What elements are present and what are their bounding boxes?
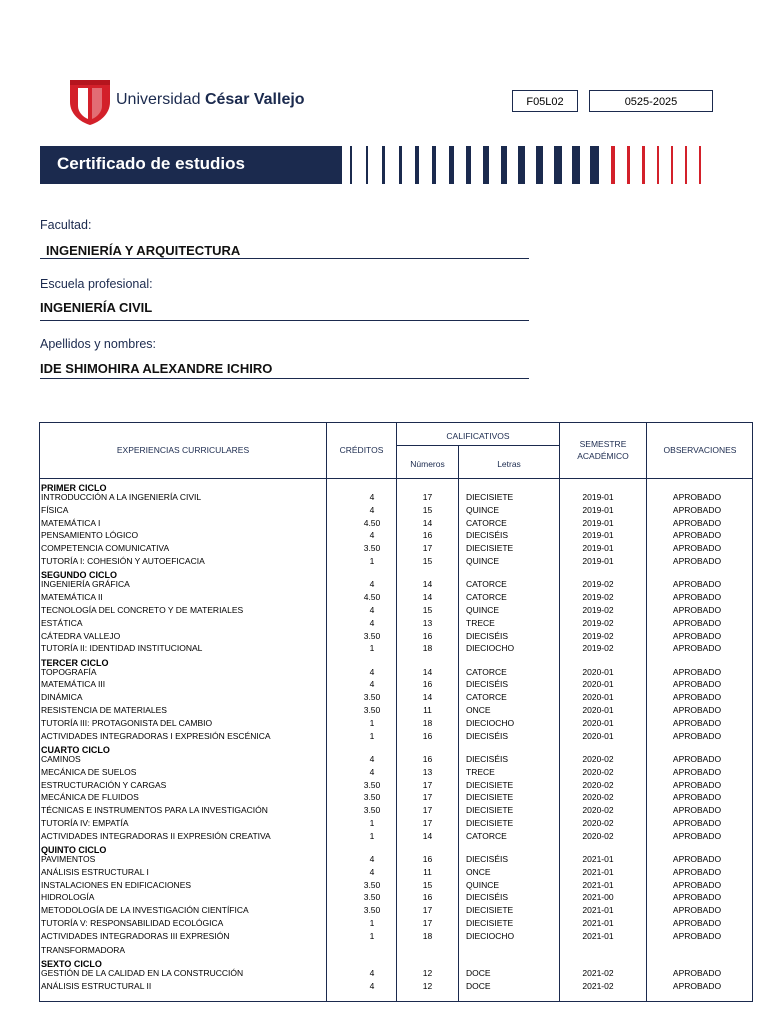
table-cell-semester: 2020-02 [582,753,614,764]
table-cell-obs: APROBADO [672,692,722,703]
stripe [699,146,701,184]
faculty-label: Facultad: [40,218,92,232]
table-cell-grade: 17 [422,492,433,502]
document-code-box: F05L02 [512,90,578,112]
table-cell-letters: DIECIOCHO [466,930,515,941]
observations-header: OBSERVACIONES [663,445,737,455]
table-cell-credits: 4 [369,504,375,515]
table-cell-name: MATEMÁTICA II [41,592,103,603]
table-cell-grade: 16 [422,530,433,541]
table-cell-grade: 17 [422,779,433,790]
table-cell-obs: APROBADO [672,930,722,941]
table-cell-letters: CATORCE [466,666,507,677]
table-cell-name: ESTÁTICA [41,617,83,628]
table-cell-obs: APROBADO [672,918,722,928]
table-cell-name: DINÁMICA [41,692,83,703]
table-cell-semester: 2020-02 [582,766,614,777]
school-label: Escuela profesional: [40,277,153,291]
table-cell-grade: 18 [422,643,433,654]
table-cell-obs: APROBADO [672,492,722,502]
table-cell-credits: 1 [369,930,375,941]
table-cell-letters: DIECISÉIS [466,892,509,903]
table-cell-letters: DIECISIETE [466,779,514,790]
table-cell-semester: 2021-01 [582,930,614,941]
table-cell-grade: 14 [422,830,433,841]
stripe [611,146,615,184]
table-cell-letters: DIECISÉIS [466,854,509,864]
table-cell-semester: 2019-02 [582,579,614,590]
stripe [432,146,436,184]
university-logo-icon [68,78,112,126]
table-cell-semester: 2020-02 [582,779,614,790]
table-cell-obs: APROBADO [672,643,722,654]
table-cell-semester: 2021-02 [582,968,614,979]
table-cell-name: ACTIVIDADES INTEGRADORAS II EXPRESIÓN CREATIVA [41,830,271,841]
table-cell-obs: APROBADO [672,766,722,777]
table-cell-credits: 3.50 [363,792,381,803]
table-cell-semester: 2020-01 [582,717,614,728]
table-cell-credits: 3.50 [363,705,381,715]
table-cell-name: INTRODUCCIÓN A LA INGENIERÍA CIVIL [41,492,202,502]
cycle-heading: CUARTO CICLO [41,744,110,755]
table-cell-credits: 1 [369,918,375,928]
table-cell-semester: 2020-02 [582,805,614,816]
table-cell-grade: 14 [422,592,433,603]
stripe [350,146,352,184]
table-cell-credits: 4 [369,617,375,628]
table-cell-grade: 16 [422,753,433,764]
table-cell-credits: 4 [369,666,375,677]
stripe [627,146,630,184]
table-cell-grade: 16 [422,679,433,690]
table-cell-semester: 2020-01 [582,730,614,741]
table-cell-name: INGENIERÍA GRÁFICA [41,579,130,590]
table-cell-name: GESTIÓN DE LA CALIDAD EN LA CONSTRUCCIÓN [41,968,244,979]
table-cell-name: INSTALACIONES EN EDIFICACIONES [41,879,192,890]
table-cell-obs: APROBADO [672,753,722,764]
stripe [501,146,507,184]
table-cell-credits: 4 [369,766,375,777]
table-cell-obs: APROBADO [672,779,722,790]
school-value: INGENIERÍA CIVIL [40,300,153,315]
stripe [382,146,385,184]
table-cell-obs: APROBADO [672,817,722,828]
cycle-heading: TERCER CICLO [41,657,109,668]
table-cell-grade: 13 [422,766,433,777]
stripe [466,146,471,184]
table-cell-semester: 2020-01 [582,666,614,677]
table-cell-obs: APROBADO [672,892,722,903]
table-cell-grade: 15 [422,879,433,890]
table-cell-grade: 12 [422,968,433,979]
table-cell-grade: 15 [422,556,433,566]
table-cell-grade: 14 [422,579,433,590]
header-bottom-line [39,478,753,479]
table-cell-name: CÁTEDRA VALLEJO [41,630,121,641]
table-cell-letters: CATORCE [466,830,507,841]
stripe [554,146,562,184]
table-cell-name: ESTRUCTURACIÓN Y CARGAS [41,779,167,790]
table-cell-letters: DIECISÉIS [466,530,509,541]
header-divider [396,445,559,446]
table-cell-semester: 2019-02 [582,604,614,615]
table-cell-grade: 16 [422,854,433,864]
stripe [657,146,659,184]
table-cell-credits: 1 [369,643,375,654]
name-label: Apellidos y nombres: [40,337,157,351]
table-cell-grade: 15 [422,604,433,615]
table-cell-grade: 17 [422,792,433,803]
table-cell-name: FÍSICA [41,504,69,515]
table-cell-grade: 17 [422,543,433,554]
table-cell-semester: 2020-02 [582,817,614,828]
table-cell-credits: 4 [369,530,375,541]
stripe [671,146,673,184]
table-cell-credits: 3.50 [363,905,381,916]
table-cell-obs: APROBADO [672,905,722,916]
table-cell-name: PENSAMIENTO LÓGICO [41,530,139,541]
table-cell-letters: DIECISIETE [466,543,514,554]
table-cell-name: MECÁNICA DE FLUIDOS [41,792,139,803]
table-cell-letters: CATORCE [466,517,507,528]
table-cell-credits: 4 [369,980,375,991]
table-cell-name: MECÁNICA DE SUELOS [41,766,137,777]
table-cell-semester: 2021-01 [582,905,614,916]
table-cell-letters: TRECE [466,766,495,777]
table-cell-semester: 2019-02 [582,630,614,641]
table-cell-name: TOPOGRAFÍA [41,666,97,677]
table-cell-letters: DIECISIETE [466,805,514,816]
table-cell-name: RESISTENCIA DE MATERIALES [41,705,167,715]
table-cell-credits: 4 [369,854,375,864]
table-cell-grade: 16 [422,892,433,903]
table-cell-letters: DIECIOCHO [466,717,515,728]
table-cell-semester: 2019-01 [582,517,614,528]
column-divider [458,445,459,1002]
table-cell-letters: DIECISIETE [466,905,514,916]
table-cell-letters: QUINCE [466,604,500,615]
table-cell-semester: 2021-01 [582,866,614,877]
stripe [572,146,580,184]
table-cell-semester: 2019-02 [582,617,614,628]
table-cell-obs: APROBADO [672,556,722,566]
table-cell-credits: 1 [369,817,375,828]
table-cell-letters: QUINCE [466,504,500,515]
table-cell-semester: 2020-01 [582,679,614,690]
table-cell-name: MATEMÁTICA III [41,679,106,690]
table-cell-semester: 2020-01 [582,692,614,703]
school-underline [40,320,529,321]
table-cell-obs: APROBADO [672,543,722,554]
table-cell-obs: APROBADO [672,630,722,641]
table-cell-credits: 4.50 [363,592,381,603]
table-cell-grade: 18 [422,717,433,728]
table-cell-semester: 2020-02 [582,830,614,841]
table-cell-name: TUTORÍA IV: EMPATÍA [41,817,129,828]
stripe [449,146,454,184]
table-cell-semester: 2019-01 [582,504,614,515]
grades-header: CALIFICATIVOS [446,431,510,441]
stripe [483,146,489,184]
stripe [536,146,543,184]
table-cell-obs: APROBADO [672,830,722,841]
table-cell-semester: 2019-01 [582,543,614,554]
table-cell-obs: APROBADO [672,530,722,541]
table-cell-name: ANÁLISIS ESTRUCTURAL II [41,980,152,991]
cycle-heading: PRIMER CICLO [41,483,107,493]
table-cell-credits: 1 [369,830,375,841]
table-cell-obs: APROBADO [672,504,722,515]
table-cell-name: COMPETENCIA COMUNICATIVA [41,543,170,554]
table-cell-obs: APROBADO [672,604,722,615]
faculty-underline [40,258,529,259]
table-cell-semester: 2019-02 [582,592,614,603]
table-cell-letters: DOCE [466,980,491,991]
table-cell-obs: APROBADO [672,579,722,590]
table-cell-grade: 11 [423,866,432,877]
table-cell-semester: 2020-02 [582,792,614,803]
courses-header: EXPERIENCIAS CURRICULARES [116,445,250,455]
table-cell-semester: 2020-01 [582,705,614,715]
table-cell-letters: DIECISIETE [466,492,514,502]
table-cell-credits: 3.50 [363,779,381,790]
table-cell-obs: APROBADO [672,968,722,979]
table-cell-credits: 1 [369,730,375,741]
table-cell-credits: 3.50 [363,879,381,890]
university-name: Universidad César Vallejo [116,91,305,108]
credits-header: CRÉDITOS [339,445,384,455]
table-cell-grade: 11 [423,705,432,715]
table-cell-name: TÉCNICAS E INSTRUMENTOS PARA LA INVESTIGACIÓN [41,805,268,816]
table-cell-credits: 3.50 [363,892,381,903]
table-cell-credits: 4 [369,866,375,877]
table-cell-semester: 2019-02 [582,643,614,654]
table-cell-obs: APROBADO [672,854,722,864]
table-cell-credits: 4 [369,492,375,502]
numbers-header: Números [410,459,445,469]
table-cell-name: ANÁLISIS ESTRUCTURAL I [41,866,149,877]
table-cell-name: ACTIVIDADES INTEGRADORAS I EXPRESIÓN ESCÉNICA [41,730,271,741]
table-cell-obs: APROBADO [672,517,722,528]
table-cell-semester: 2021-01 [582,854,614,864]
table-cell-credits: 3.50 [363,543,381,554]
table-cell-credits: 4 [369,679,375,690]
table-cell-grade: 15 [422,504,433,515]
table-cell-letters: DIECISIETE [466,918,514,928]
table-cell-obs: APROBADO [672,717,722,728]
table-cell-semester: 2021-01 [582,879,614,890]
table-cell-credits: 4 [369,604,375,615]
table-cell-semester: 2019-01 [582,492,614,502]
table-cell-letters: ONCE [466,866,491,877]
table-cell-credits: 4.50 [363,517,381,528]
document-number-box: 0525-2025 [589,90,713,112]
table-cell-name: HIDROLOGÍA [41,892,95,903]
table-cell-letters: DIECIOCHO [466,643,515,654]
cycle-heading: SEXTO CICLO [41,959,102,970]
table-cell-name: TRANSFORMADORA [41,944,126,955]
table-cell-name: TUTORÍA I: COHESIÓN Y AUTOEFICACIA [41,556,205,566]
table-cell-credits: 1 [369,556,375,566]
table-cell-obs: APROBADO [672,980,722,991]
table-cell-grade: 17 [422,905,433,916]
table-cell-credits: 4 [369,579,375,590]
table-cell-credits: 3.50 [363,630,381,641]
table-cell-grade: 13 [422,617,433,628]
table-cell-obs: APROBADO [672,705,722,715]
table-cell-name: TUTORÍA II: IDENTIDAD INSTITUCIONAL [41,643,203,654]
table-cell-semester: 2019-01 [582,530,614,541]
semester-header: SEMESTRE ACADÉMICO [577,439,629,461]
table-cell-letters: DIECISÉIS [466,753,509,764]
cycle-heading: SEGUNDO CICLO [41,570,118,581]
table-cell-obs: APROBADO [672,679,722,690]
table-cell-name: CAMINOS [41,753,81,764]
student-name: IDE SHIMOHIRA ALEXANDRE ICHIRO [40,361,273,376]
table-cell-letters: QUINCE [466,879,500,890]
table-cell-letters: DOCE [466,968,491,979]
table-cell-semester: 2019-01 [582,556,614,566]
table-cell-credits: 4 [369,968,375,979]
table-cell-letters: DIECISÉIS [466,730,509,741]
stripe [685,146,687,184]
table-cell-name: METODOLOGÍA DE LA INVESTIGACIÓN CIENTÍFICA [41,905,249,916]
table-cell-grade: 16 [422,730,433,741]
table-cell-letters: CATORCE [466,692,507,703]
table-cell-name: TUTORÍA V: RESPONSABILIDAD ECOLÓGICA [41,918,224,928]
table-cell-letters: DIECISÉIS [466,679,509,690]
table-cell-letters: TRECE [466,617,495,628]
table-cell-letters: DIECISÉIS [466,630,509,641]
table-cell-letters: CATORCE [466,579,507,590]
table-cell-name: PAVIMENTOS [41,854,96,864]
table-cell-grade: 16 [422,630,433,641]
table-cell-letters: DIECISIETE [466,792,514,803]
table-cell-grade: 17 [422,918,433,928]
table-cell-semester: 2021-02 [582,980,614,991]
faculty-value: INGENIERÍA Y ARQUITECTURA [46,243,241,258]
table-cell-grade: 12 [422,980,433,991]
table-cell-letters: ONCE [466,705,491,715]
table-cell-obs: APROBADO [672,730,722,741]
stripe [415,146,419,184]
stripe [366,146,368,184]
table-cell-grade: 14 [422,517,433,528]
table-cell-grade: 17 [422,817,433,828]
table-cell-obs: APROBADO [672,879,722,890]
table-cell-letters: CATORCE [466,592,507,603]
cycle-heading: QUINTO CICLO [41,845,107,855]
decorative-stripes [350,146,755,184]
table-cell-name: TUTORÍA III: PROTAGONISTA DEL CAMBIO [41,717,213,728]
table-cell-semester: 2021-01 [582,918,614,928]
certificate-title: Certificado de estudios [40,146,342,184]
table-cell-letters: DIECISIETE [466,817,514,828]
table-cell-credits: 3.50 [363,692,381,703]
table-cell-credits: 3.50 [363,805,381,816]
table-cell-grade: 14 [422,692,433,703]
stripe [399,146,402,184]
table-cell-obs: APROBADO [672,592,722,603]
table-cell-letters: QUINCE [466,556,500,566]
stripe [642,146,645,184]
stripe [518,146,525,184]
table-cell-credits: 1 [369,717,375,728]
stripe [590,146,599,184]
table-cell-obs: APROBADO [672,805,722,816]
table-cell-name: ACTIVIDADES INTEGRADORAS III EXPRESIÓN [41,930,230,941]
table-cell-grade: 14 [422,666,433,677]
table-cell-credits: 4 [369,753,375,764]
table-cell-grade: 17 [422,805,433,816]
name-underline [40,378,529,379]
table-cell-obs: APROBADO [672,617,722,628]
table-cell-name: MATEMÁTICA I [41,517,101,528]
letters-header: Letras [497,459,521,469]
table-cell-obs: APROBADO [672,866,722,877]
table-cell-name: TECNOLOGÍA DEL CONCRETO Y DE MATERIALES [41,604,244,615]
table-cell-semester: 2021-00 [582,892,614,903]
table-cell-grade: 18 [422,930,433,941]
table-cell-obs: APROBADO [672,666,722,677]
table-cell-obs: APROBADO [672,792,722,803]
